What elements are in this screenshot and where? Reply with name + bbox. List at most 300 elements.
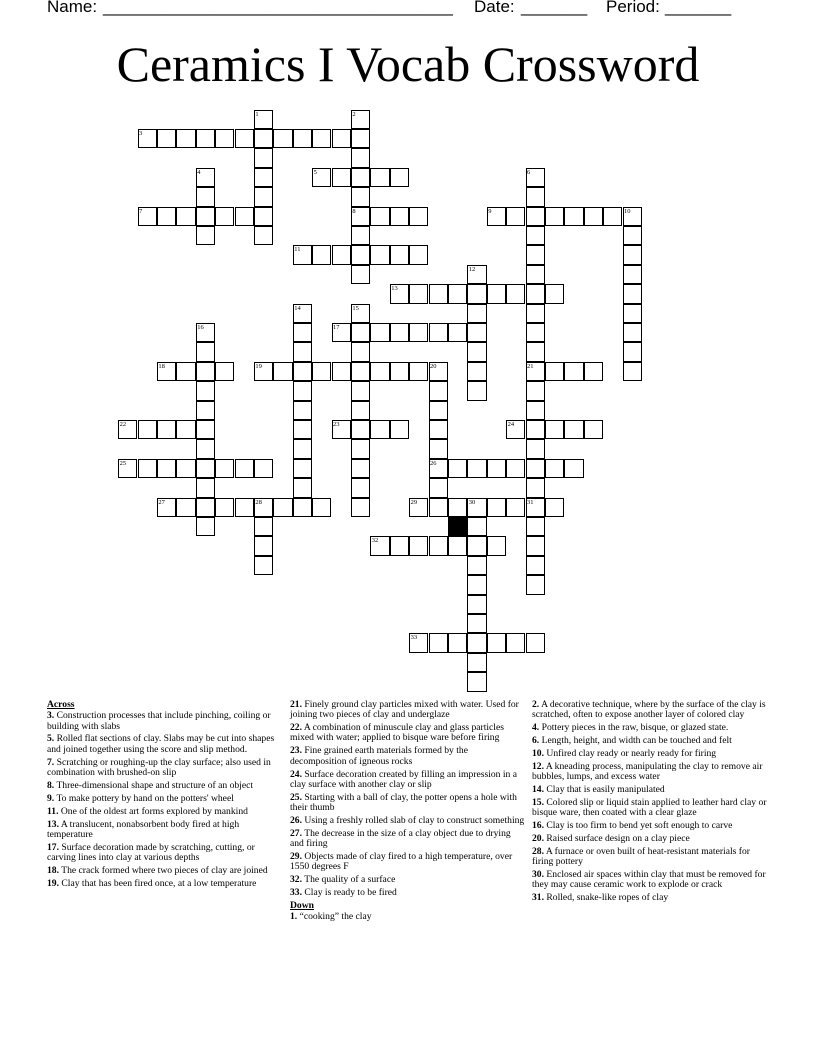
cell-number: 22 bbox=[119, 421, 127, 428]
clue-text: Clay is ready to be fired bbox=[304, 887, 397, 899]
down-clue bbox=[532, 723, 768, 733]
grid-cell[interactable] bbox=[467, 381, 486, 400]
grid-cell[interactable] bbox=[293, 401, 312, 420]
grid-cell[interactable] bbox=[526, 439, 545, 458]
grid-cell[interactable] bbox=[176, 207, 195, 226]
grid-cell[interactable] bbox=[409, 245, 428, 264]
down-heading: Down bbox=[290, 899, 314, 911]
grid-cell[interactable] bbox=[351, 148, 370, 167]
clue-text: “cooking” the clay bbox=[299, 911, 372, 923]
grid-cell[interactable] bbox=[467, 556, 486, 575]
cell-number: 16 bbox=[197, 324, 204, 331]
clue-number: 13. bbox=[47, 818, 59, 830]
clue-text: Colored slip or liquid stain applied to leather hard clay or bisque ware, then coated with a clear glaze bbox=[532, 796, 767, 819]
clue-number: 3. bbox=[47, 710, 55, 722]
across-clue bbox=[47, 807, 283, 817]
across-clue bbox=[290, 770, 526, 791]
clue-number: 31. bbox=[532, 892, 544, 904]
grid-cell[interactable] bbox=[467, 459, 486, 478]
grid-cell[interactable] bbox=[351, 265, 370, 284]
grid-cell[interactable] bbox=[351, 420, 370, 439]
down-clue bbox=[532, 847, 768, 868]
grid-cell[interactable] bbox=[467, 517, 486, 536]
clue-text: Rolled flat sections of clay. Slabs may be cut into shapes and joined together using the score and slip method. bbox=[47, 733, 275, 755]
grid-cell[interactable] bbox=[526, 556, 545, 575]
clue-text: Rolled, snake-like ropes of clay bbox=[546, 892, 669, 904]
grid-cell[interactable] bbox=[487, 498, 506, 517]
clue-number: 12. bbox=[532, 760, 544, 772]
grid-cell[interactable] bbox=[467, 284, 486, 303]
grid-cell[interactable] bbox=[370, 207, 389, 226]
down-clue bbox=[532, 870, 768, 891]
grid-cell[interactable] bbox=[273, 362, 292, 381]
date-field[interactable]: _______ bbox=[521, 0, 588, 16]
clue-text: Raised surface design on a clay piece bbox=[546, 833, 690, 845]
grid-cell[interactable] bbox=[545, 207, 564, 226]
grid-cell[interactable] bbox=[429, 498, 448, 517]
grid-cell[interactable] bbox=[370, 168, 389, 187]
grid-cell[interactable] bbox=[254, 556, 273, 575]
clue-text: A kneading process, manipulating the clay to remove air bubbles, lumps, and excess water bbox=[532, 760, 763, 783]
clue-text: Fine grained earth materials formed by the decomposition of igneous rocks bbox=[290, 745, 468, 767]
grid-cell[interactable] bbox=[273, 129, 292, 148]
grid-cell[interactable] bbox=[506, 207, 525, 226]
grid-cell[interactable] bbox=[351, 226, 370, 245]
grid-cell[interactable] bbox=[545, 362, 564, 381]
grid-cell[interactable] bbox=[293, 381, 312, 400]
grid-cell[interactable] bbox=[293, 342, 312, 361]
clue-number: 4. bbox=[532, 722, 540, 734]
grid-cell[interactable] bbox=[448, 284, 467, 303]
header-line bbox=[0, 0, 816, 21]
grid-cell[interactable] bbox=[370, 323, 389, 342]
clue-text: A decorative technique, where by the surface of the clay is scratched, often to expose another layer of colored clay bbox=[532, 699, 766, 721]
grid-cell[interactable] bbox=[196, 459, 215, 478]
grid-cell[interactable] bbox=[467, 304, 486, 323]
clues-column-2 bbox=[290, 700, 526, 925]
grid-cell[interactable] bbox=[332, 129, 351, 148]
grid-cell[interactable] bbox=[526, 265, 545, 284]
cell-number: 19 bbox=[255, 362, 262, 370]
grid-cell[interactable] bbox=[526, 304, 545, 323]
cell-number: 6 bbox=[527, 168, 531, 176]
shaded-cell bbox=[448, 517, 467, 536]
clue-text: Objects made of clay fired to a high temperature, over 1550 degrees F bbox=[290, 851, 513, 873]
clues-column-1 bbox=[47, 700, 283, 892]
clue-text: The decrease in the size of a clay object due to drying and firing bbox=[290, 827, 511, 850]
grid-cell[interactable] bbox=[351, 362, 370, 381]
grid-cell[interactable] bbox=[196, 342, 215, 361]
down-clue bbox=[532, 798, 768, 819]
grid-cell[interactable] bbox=[506, 498, 525, 517]
clue-text: Clay that has been fired once, at a low temperature bbox=[61, 877, 257, 889]
down-clue bbox=[290, 912, 526, 922]
down-clue bbox=[532, 700, 768, 721]
grid-cell[interactable] bbox=[293, 323, 312, 342]
cell-number: 27 bbox=[158, 498, 165, 506]
clue-number: 5. bbox=[47, 733, 55, 745]
grid-cell[interactable] bbox=[623, 226, 642, 245]
grid-cell[interactable] bbox=[157, 207, 176, 226]
grid-cell[interactable] bbox=[623, 245, 642, 264]
grid-cell[interactable] bbox=[196, 439, 215, 458]
grid-cell[interactable] bbox=[390, 362, 409, 381]
cell-number: 10 bbox=[624, 207, 631, 215]
grid-cell[interactable] bbox=[448, 459, 467, 478]
cell-number: 13 bbox=[391, 285, 398, 293]
grid-cell[interactable] bbox=[526, 226, 545, 245]
grid-cell[interactable] bbox=[196, 362, 215, 381]
cell-number: 21 bbox=[527, 362, 534, 370]
grid-cell[interactable] bbox=[351, 439, 370, 458]
across-clue bbox=[47, 758, 283, 779]
grid-cell[interactable] bbox=[196, 498, 215, 517]
grid-cell[interactable] bbox=[429, 401, 448, 420]
grid-cell[interactable] bbox=[467, 536, 486, 555]
cell-number: 28 bbox=[255, 498, 262, 506]
grid-cell[interactable] bbox=[196, 401, 215, 420]
grid-cell[interactable] bbox=[506, 459, 525, 478]
clue-number: 16. bbox=[532, 820, 544, 832]
grid-cell[interactable] bbox=[487, 459, 506, 478]
grid-cell[interactable] bbox=[526, 323, 545, 342]
across-clue bbox=[290, 888, 526, 898]
grid-cell[interactable] bbox=[293, 420, 312, 439]
grid-cell[interactable] bbox=[526, 284, 545, 303]
grid-cell[interactable] bbox=[526, 459, 545, 478]
cell-number: 33 bbox=[410, 634, 418, 642]
grid-cell[interactable] bbox=[138, 420, 157, 439]
cell-number: 17 bbox=[333, 324, 340, 331]
grid-cell[interactable] bbox=[157, 459, 176, 478]
grid-cell[interactable] bbox=[293, 129, 312, 148]
grid-cell[interactable] bbox=[390, 323, 409, 342]
across-clue bbox=[290, 746, 526, 767]
clue-number: 24. bbox=[290, 768, 302, 780]
grid-cell[interactable] bbox=[235, 498, 254, 517]
grid-cell[interactable] bbox=[506, 284, 525, 303]
grid-cell[interactable] bbox=[196, 129, 215, 148]
grid-cell[interactable] bbox=[448, 323, 467, 342]
across-clue bbox=[290, 816, 526, 826]
grid-cell[interactable] bbox=[526, 575, 545, 594]
grid-cell[interactable] bbox=[487, 536, 506, 555]
clue-number: 22. bbox=[290, 722, 302, 734]
grid-cell[interactable] bbox=[293, 478, 312, 497]
grid-cell[interactable] bbox=[351, 323, 370, 342]
grid-cell[interactable] bbox=[409, 536, 428, 555]
grid-cell[interactable] bbox=[215, 207, 234, 226]
clue-number: 15. bbox=[532, 796, 544, 808]
grid-cell[interactable] bbox=[623, 284, 642, 303]
grid-cell[interactable] bbox=[157, 420, 176, 439]
grid-cell[interactable] bbox=[196, 478, 215, 497]
grid-cell[interactable] bbox=[293, 439, 312, 458]
across-clue bbox=[290, 793, 526, 814]
grid-cell[interactable] bbox=[467, 672, 486, 691]
grid-cell[interactable] bbox=[409, 362, 428, 381]
grid-cell[interactable] bbox=[196, 207, 215, 226]
grid-cell[interactable] bbox=[467, 323, 486, 342]
grid-cell[interactable] bbox=[351, 401, 370, 420]
cell-number: 31 bbox=[527, 498, 534, 506]
clue-number: 18. bbox=[47, 864, 59, 876]
across-clue bbox=[290, 700, 526, 721]
clue-number: 9. bbox=[47, 792, 55, 804]
grid-cell[interactable] bbox=[196, 517, 215, 536]
clue-text: Three-dimensional shape and structure of an object bbox=[56, 779, 254, 791]
cell-number: 14 bbox=[294, 304, 301, 312]
clue-number: 2. bbox=[532, 699, 540, 710]
down-clue bbox=[532, 785, 768, 795]
cell-number: 32 bbox=[371, 537, 379, 545]
grid-cell[interactable] bbox=[545, 498, 564, 517]
grid-cell[interactable] bbox=[390, 536, 409, 555]
grid-cell[interactable] bbox=[564, 459, 583, 478]
grid-cell[interactable] bbox=[370, 420, 389, 439]
grid-cell[interactable] bbox=[448, 498, 467, 517]
down-clue bbox=[532, 749, 768, 759]
grid-cell[interactable] bbox=[332, 245, 351, 264]
grid-cell[interactable] bbox=[312, 498, 331, 517]
grid-cell[interactable] bbox=[506, 633, 525, 652]
clue-number: 30. bbox=[532, 869, 544, 881]
grid-cell[interactable] bbox=[196, 420, 215, 439]
grid-cell[interactable] bbox=[429, 381, 448, 400]
cell-number: 25 bbox=[119, 459, 127, 467]
clue-text: The crack formed where two pieces of clay are joined bbox=[61, 864, 268, 876]
grid-cell[interactable] bbox=[254, 536, 273, 555]
across-clue bbox=[290, 723, 526, 744]
clue-number: 17. bbox=[47, 841, 59, 853]
clue-text: Using a freshly rolled slab of clay to construct something bbox=[304, 814, 525, 826]
grid-cell[interactable] bbox=[409, 207, 428, 226]
grid-cell[interactable] bbox=[312, 362, 331, 381]
grid-cell[interactable] bbox=[215, 129, 234, 148]
name-field[interactable]: _____________________________________ bbox=[103, 0, 453, 16]
grid-cell[interactable] bbox=[351, 342, 370, 361]
grid-cell[interactable] bbox=[176, 362, 195, 381]
grid-cell[interactable] bbox=[176, 129, 195, 148]
grid-cell[interactable] bbox=[623, 265, 642, 284]
grid-cell[interactable] bbox=[623, 362, 642, 381]
grid-cell[interactable] bbox=[157, 129, 176, 148]
grid-cell[interactable] bbox=[526, 207, 545, 226]
grid-cell[interactable] bbox=[293, 362, 312, 381]
cell-number: 9 bbox=[488, 207, 492, 215]
grid-cell[interactable] bbox=[545, 459, 564, 478]
date-label: Date: bbox=[474, 0, 515, 16]
page-title: Ceramics I Vocab Crossword bbox=[116, 36, 700, 92]
clue-number: 19. bbox=[47, 877, 59, 889]
grid-cell[interactable] bbox=[623, 323, 642, 342]
clue-text: The quality of a surface bbox=[304, 874, 396, 886]
grid-cell[interactable] bbox=[138, 459, 157, 478]
grid-cell[interactable] bbox=[584, 207, 603, 226]
clue-text: A translucent, nonabsorbent body fired at high temperature bbox=[47, 818, 240, 840]
cell-number: 20 bbox=[430, 362, 437, 370]
across-clue bbox=[290, 852, 526, 873]
grid-cell[interactable] bbox=[196, 187, 215, 206]
grid-cell[interactable] bbox=[332, 362, 351, 381]
clue-number: 14. bbox=[532, 784, 544, 796]
grid-cell[interactable] bbox=[467, 653, 486, 672]
grid-cell[interactable] bbox=[254, 459, 273, 478]
name-label: Name: bbox=[47, 0, 98, 16]
grid-cell[interactable] bbox=[312, 245, 331, 264]
grid-cell[interactable] bbox=[526, 536, 545, 555]
clue-number: 20. bbox=[532, 833, 544, 845]
grid-cell[interactable] bbox=[351, 478, 370, 497]
grid-cell[interactable] bbox=[429, 284, 448, 303]
cell-number: 1 bbox=[255, 110, 259, 118]
grid-cell[interactable] bbox=[409, 284, 428, 303]
across-clue bbox=[47, 843, 283, 864]
cell-number: 11 bbox=[294, 246, 301, 254]
grid-cell[interactable] bbox=[312, 129, 331, 148]
cell-number: 8 bbox=[352, 207, 356, 215]
grid-cell[interactable] bbox=[564, 207, 583, 226]
grid-cell[interactable] bbox=[254, 517, 273, 536]
grid-cell[interactable] bbox=[293, 459, 312, 478]
clue-number: 7. bbox=[47, 756, 55, 768]
grid-cell[interactable] bbox=[215, 362, 234, 381]
across-clue bbox=[290, 875, 526, 885]
grid-cell[interactable] bbox=[545, 284, 564, 303]
grid-cell[interactable] bbox=[526, 633, 545, 652]
clue-number: 32. bbox=[290, 874, 302, 886]
grid-cell[interactable] bbox=[351, 129, 370, 148]
grid-cell[interactable] bbox=[254, 129, 273, 148]
clue-number: 26. bbox=[290, 814, 302, 826]
grid-cell[interactable] bbox=[370, 245, 389, 264]
grid-cell[interactable] bbox=[467, 342, 486, 361]
grid-cell[interactable] bbox=[467, 362, 486, 381]
grid-cell[interactable] bbox=[215, 459, 234, 478]
grid-cell[interactable] bbox=[390, 168, 409, 187]
grid-cell[interactable] bbox=[254, 226, 273, 245]
grid-cell[interactable] bbox=[390, 207, 409, 226]
grid-cell[interactable] bbox=[584, 362, 603, 381]
grid-cell[interactable] bbox=[254, 207, 273, 226]
clue-number: 11. bbox=[47, 805, 59, 817]
grid-cell[interactable] bbox=[526, 401, 545, 420]
grid-cell[interactable] bbox=[429, 478, 448, 497]
period-field[interactable]: _______ bbox=[665, 0, 732, 16]
across-clue bbox=[47, 866, 283, 876]
grid-cell[interactable] bbox=[351, 187, 370, 206]
cell-number: 3 bbox=[139, 130, 143, 137]
grid-cell[interactable] bbox=[176, 459, 195, 478]
down-clue bbox=[532, 736, 768, 746]
clue-text: Scratching or roughing-up the clay surface; also used in combination with brushed-on slip bbox=[47, 756, 271, 778]
clue-text: Clay that is easily manipulated bbox=[546, 784, 665, 796]
grid-cell[interactable] bbox=[235, 459, 254, 478]
grid-cell[interactable] bbox=[526, 245, 545, 264]
grid-cell[interactable] bbox=[196, 226, 215, 245]
clue-number: 6. bbox=[532, 735, 540, 747]
grid-cell[interactable] bbox=[623, 342, 642, 361]
grid-cell[interactable] bbox=[526, 420, 545, 439]
grid-cell[interactable] bbox=[448, 633, 467, 652]
grid-cell[interactable] bbox=[487, 284, 506, 303]
grid-cell[interactable] bbox=[526, 381, 545, 400]
grid-cell[interactable] bbox=[351, 381, 370, 400]
grid-cell[interactable] bbox=[429, 439, 448, 458]
down-clue bbox=[532, 893, 768, 903]
period-label: Period: bbox=[606, 0, 660, 16]
grid-cell[interactable] bbox=[273, 498, 292, 517]
grid-cell[interactable] bbox=[526, 187, 545, 206]
grid-cell[interactable] bbox=[351, 498, 370, 517]
down-clue bbox=[532, 821, 768, 831]
grid-cell[interactable] bbox=[467, 633, 486, 652]
grid-cell[interactable] bbox=[351, 459, 370, 478]
cell-number: 7 bbox=[139, 207, 143, 215]
grid-cell[interactable] bbox=[467, 575, 486, 594]
clue-text: Pottery pieces in the raw, bisque, or glazed state. bbox=[541, 722, 729, 734]
grid-cell[interactable] bbox=[623, 304, 642, 323]
grid-cell[interactable] bbox=[603, 207, 622, 226]
grid-cell[interactable] bbox=[235, 129, 254, 148]
grid-cell[interactable] bbox=[196, 381, 215, 400]
grid-cell[interactable] bbox=[215, 498, 234, 517]
grid-cell[interactable] bbox=[254, 148, 273, 167]
clue-number: 10. bbox=[532, 747, 544, 759]
grid-cell[interactable] bbox=[526, 478, 545, 497]
grid-cell[interactable] bbox=[351, 245, 370, 264]
clue-number: 8. bbox=[47, 779, 55, 791]
grid-cell[interactable] bbox=[429, 536, 448, 555]
grid-cell[interactable] bbox=[390, 420, 409, 439]
clue-text: A combination of minuscule clay and glass particles mixed with water; applied to bisque ware before firing bbox=[290, 722, 504, 744]
grid-cell[interactable] bbox=[564, 362, 583, 381]
grid-cell[interactable] bbox=[370, 362, 389, 381]
grid-cell[interactable] bbox=[526, 342, 545, 361]
grid-cell[interactable] bbox=[487, 633, 506, 652]
clue-text: A furnace or oven built of heat-resistant materials for firing pottery bbox=[532, 845, 750, 868]
grid-cell[interactable] bbox=[429, 323, 448, 342]
clue-text: Length, height, and width can be touched and felt bbox=[541, 735, 732, 747]
grid-cell[interactable] bbox=[564, 420, 583, 439]
grid-cell[interactable] bbox=[390, 245, 409, 264]
cell-number: 2 bbox=[352, 110, 356, 118]
grid-cell[interactable] bbox=[293, 498, 312, 517]
grid-cell[interactable] bbox=[235, 207, 254, 226]
grid-cell[interactable] bbox=[584, 420, 603, 439]
down-clue bbox=[532, 762, 768, 783]
across-clue bbox=[47, 794, 283, 804]
clue-text: Unfired clay ready or nearly ready for firing bbox=[546, 747, 717, 759]
grid-cell[interactable] bbox=[332, 168, 351, 187]
grid-cell[interactable] bbox=[176, 420, 195, 439]
cell-number: 26 bbox=[430, 459, 437, 467]
grid-cell[interactable] bbox=[526, 517, 545, 536]
grid-cell[interactable] bbox=[351, 168, 370, 187]
grid-cell[interactable] bbox=[429, 420, 448, 439]
grid-cell[interactable] bbox=[176, 498, 195, 517]
grid-cell[interactable] bbox=[448, 536, 467, 555]
grid-cell[interactable] bbox=[467, 614, 486, 633]
grid-cell[interactable] bbox=[467, 595, 486, 614]
grid-cell[interactable] bbox=[409, 323, 428, 342]
grid-cell[interactable] bbox=[254, 168, 273, 187]
grid-cell[interactable] bbox=[545, 420, 564, 439]
cell-number: 30 bbox=[468, 498, 476, 506]
clue-text: Construction processes that include pinching, coiling or building with slabs bbox=[47, 710, 271, 732]
grid-cell[interactable] bbox=[429, 633, 448, 652]
grid-cell[interactable] bbox=[254, 187, 273, 206]
